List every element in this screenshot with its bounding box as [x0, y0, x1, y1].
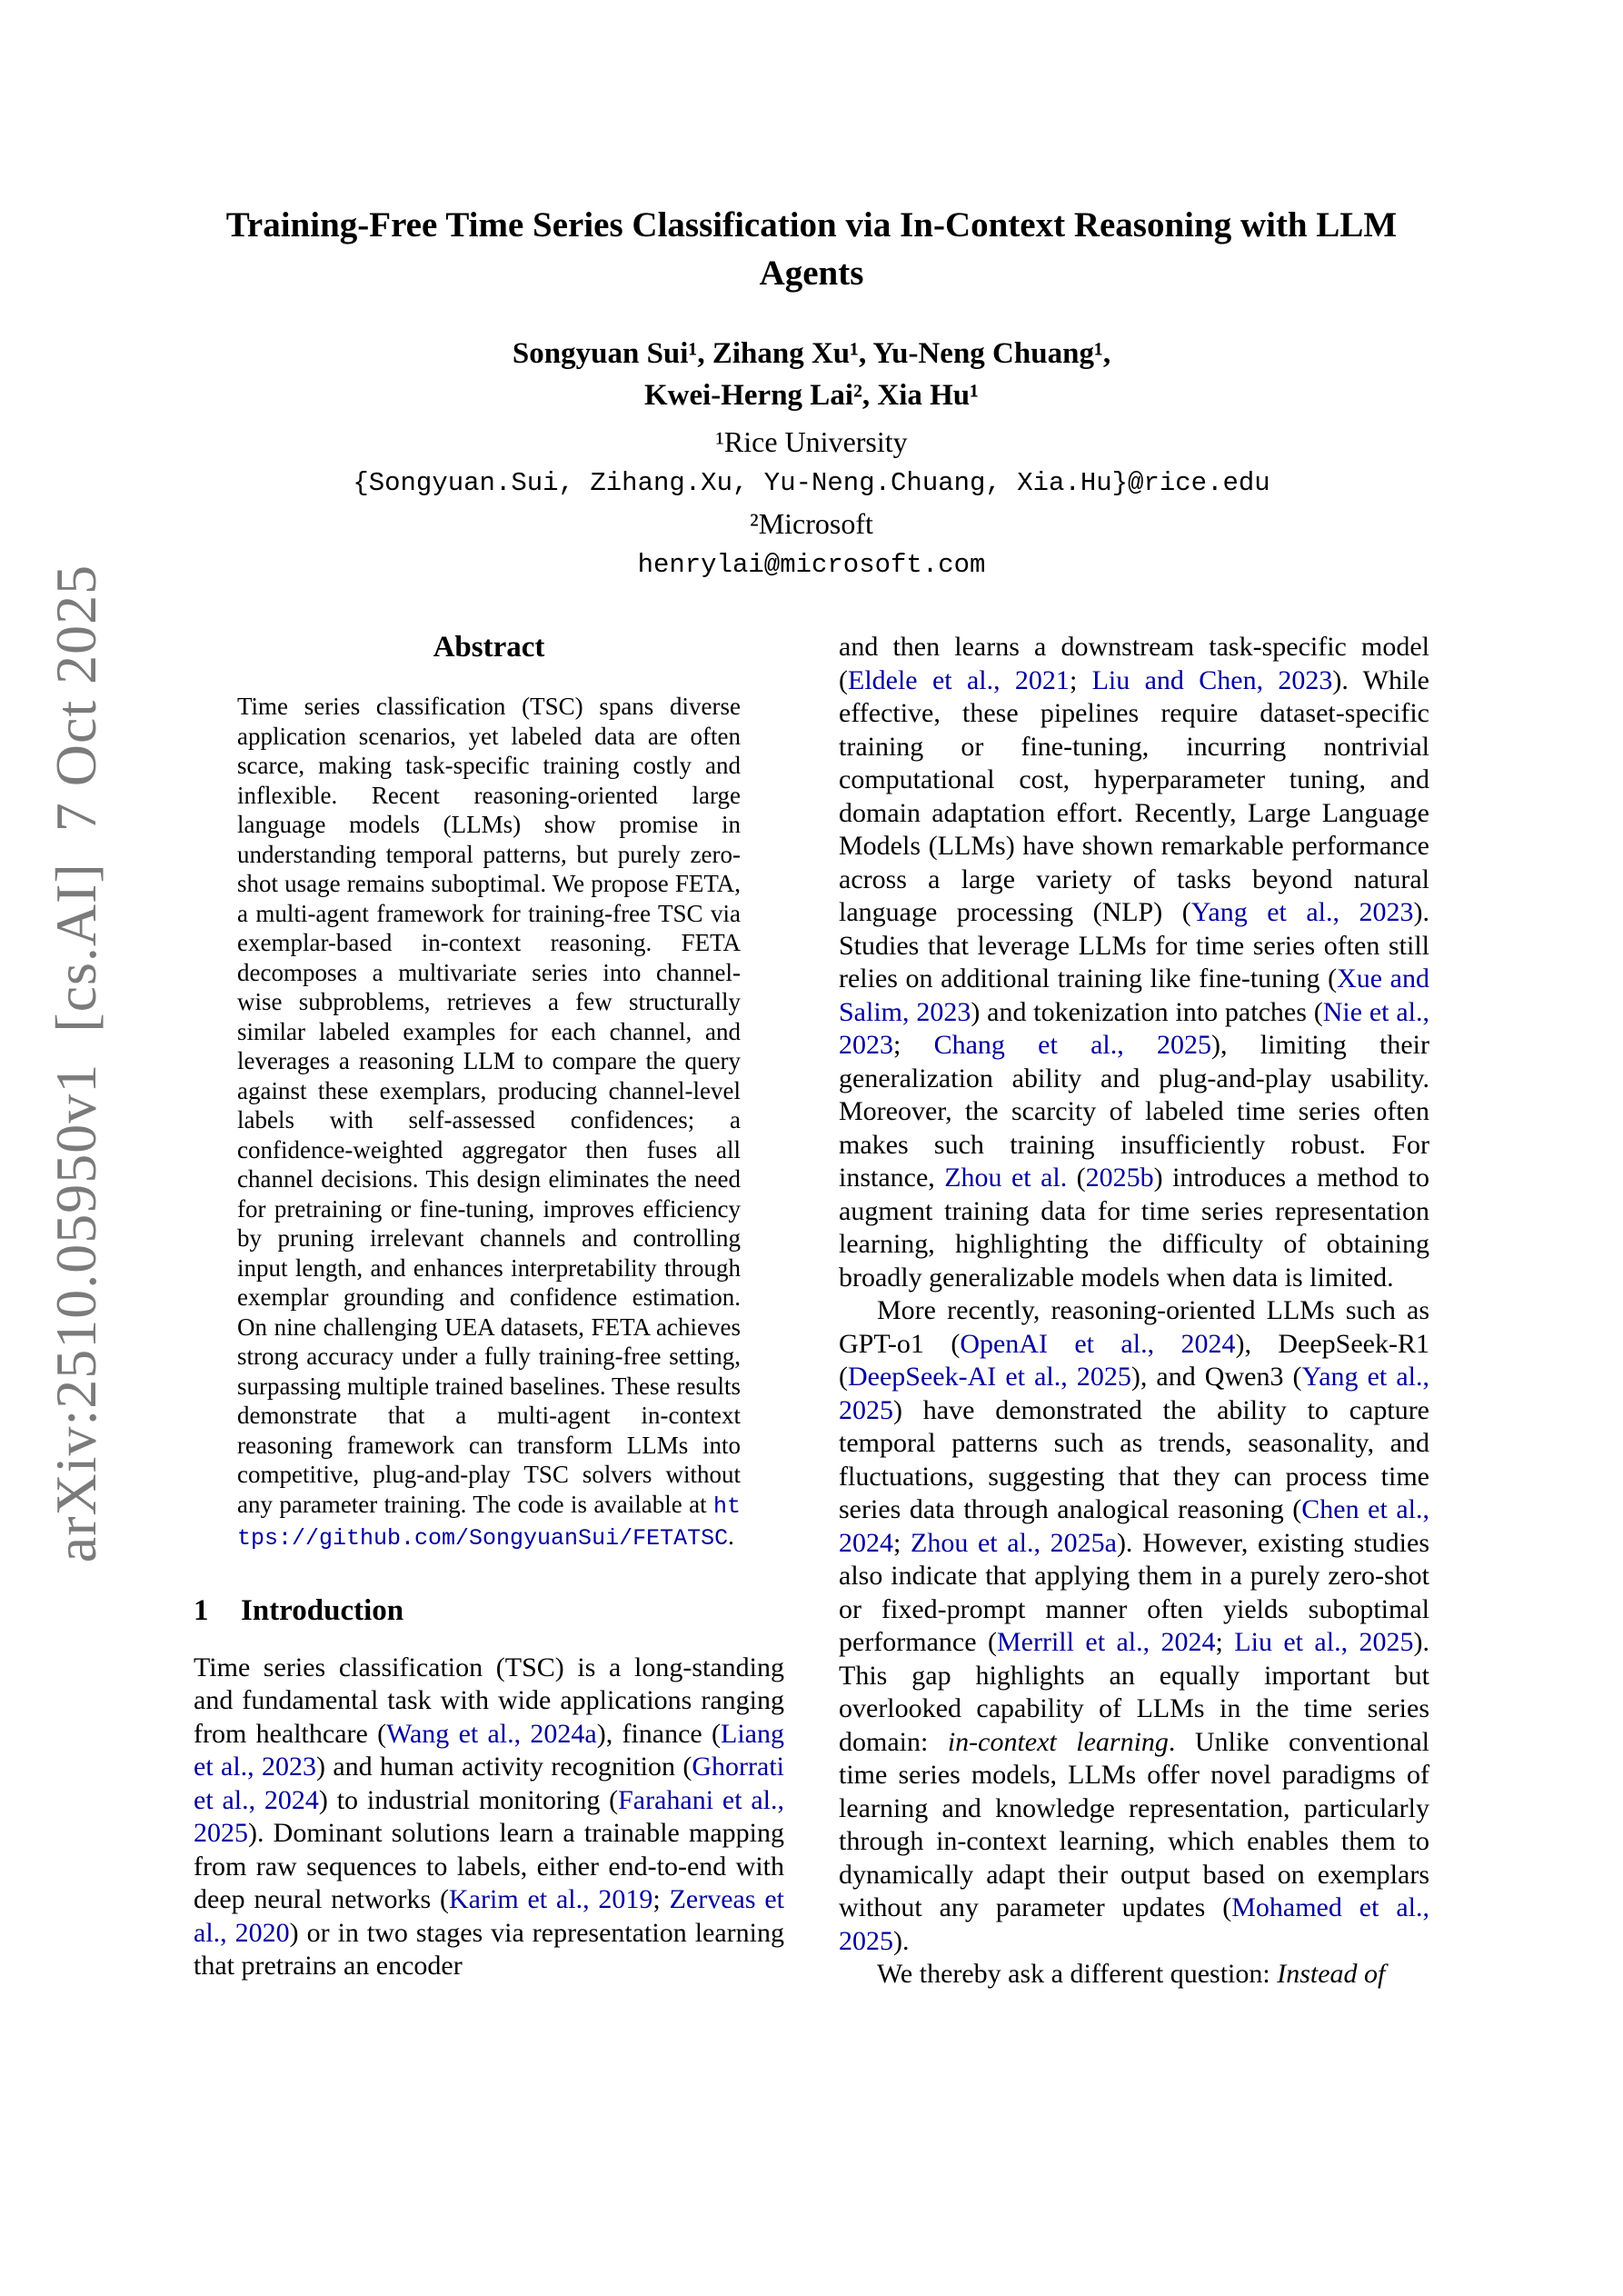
author-line-2: Kwei-Herng Lai², Xia Hu¹ — [643, 378, 980, 412]
right-column — [839, 631, 1429, 1992]
abstract-heading: Abstract — [433, 631, 545, 664]
citation-link[interactable]: Yang et al., 2025 — [839, 1362, 1430, 1425]
citation-link[interactable]: Ghorrati et al., 2024 — [194, 1752, 784, 1815]
emphasis-text: Instead of — [1277, 1959, 1386, 1990]
citation-link[interactable]: Zhou et al., 2025a — [911, 1527, 1117, 1558]
citation-link[interactable]: Chen et al., 2024 — [839, 1494, 1429, 1558]
microsoft-email-line: henrylai@microsoft.com — [637, 550, 986, 581]
arxiv-watermark: arXiv:2510.05950v1 [cs.AI] 7 Oct 2025 — [44, 564, 108, 1563]
left-column — [194, 631, 784, 1983]
citation-link[interactable]: Farahani et al., 2025 — [194, 1784, 784, 1849]
citation-link[interactable]: Xue and Salim, 2023 — [839, 963, 1430, 1027]
section-number: 1 — [194, 1593, 209, 1627]
intro-paragraph-1: Time series classification (TSC) is a long-standing and fundamental task with wide applications ranging from healthcare (Wang et al., 2024a), finance (Liang et al., 2023) and human activity recognition (Ghorrati et al., 2024) to industrial monitoring (Farahani et al., 2025). Dominant solutions learn a trainable mapping from raw sequences to labels, either end-to-end with deep neural networks (Karim et al., 2019; Zerveas et al., 2020) or in two stages via representation learning that pretrains an encoder — [194, 1652, 784, 1982]
citation-link[interactable]: Wang et al., 2024a — [386, 1718, 597, 1749]
citation-link[interactable]: DeepSeek-AI et al., 2025 — [848, 1362, 1131, 1393]
citation-link[interactable]: 2025b — [1085, 1163, 1154, 1193]
citation-link[interactable]: Chang et al., 2025 — [933, 1030, 1211, 1061]
two-column-body — [194, 631, 1429, 1992]
citation-link[interactable]: Liu and Chen, 2023 — [1091, 664, 1333, 695]
abstract-section — [194, 631, 784, 1554]
citation-link[interactable]: Mohamed et al., 2025 — [839, 1892, 1429, 1956]
col2-paragraph-2: More recently, reasoning-oriented LLMs such as GPT-o1 (OpenAI et al., 2024), DeepSeek-R1 (DeepSeek-AI et al., 2025), and Qwen3 (Yang et al., 2025) have demonstrated the ability to capture temporal patterns such as trends, seasonality, and fluctuations, suggesting that they can process time series data through analogical reasoning (Chen et al., 2024; Zhou et al., 2025a). However, existing studies also indicate that applying them in a purely zero-shot or fixed-prompt manner often yields suboptimal performance (Merrill et al., 2024; Liu et al., 2025). This gap highlights an equally important but overlooked capability of LLMs in the time series domain: in-context learning. Unlike conventional time series models, LLMs offer novel paradigms of learning and knowledge representation, particularly through in-context learning, which enables them to dynamically adapt their output based on exemplars without any parameter updates (Mohamed et al., 2025). — [839, 1295, 1430, 1956]
author-block — [194, 334, 1429, 416]
abstract-text: Time series classification (TSC) spans diverse application scenarios, yet labeled data are often scarce, making task-specific training costly and inflexible. Recent reasoning-oriented large language models (LLMs) show promise in understanding temporal patterns, but purely zero-shot usage remains suboptimal. We propose FETA, a multi-agent framework for training-free TSC via exemplar-based in-context reasoning. FETA decomposes a multivariate series into channel-wise subproblems, retrieves a few structurally similar labeled examples for each channel, and leverages a reasoning LLM to compare the query against these exemplars, producing channel-level labels with self-assessed confidences; a confidence-weighted aggregator then fuses all channel decisions. This design eliminates the need for pretraining or fine-tuning, improves efficiency by pruning irrelevant channels and controlling input length, and enhances interpretability through exemplar grounding and confidence estimation. On nine challenging UEA datasets, FETA achieves strong accuracy under a fully training-free setting, surpassing multiple trained baselines. These results demonstrate that a multi-agent in-context reasoning framework can transform LLMs into competitive, plug-and-play TSC solvers without any parameter training. The code is available at https://github.com/SongyuanSui/FETATSC. — [237, 693, 741, 1552]
citation-link[interactable]: Nie et al., 2023 — [839, 996, 1429, 1061]
citation-link[interactable]: Karim et al., 2019 — [449, 1884, 653, 1915]
affiliation-microsoft: ²Microsoft — [750, 507, 873, 541]
citation-link[interactable]: Eldele et al., 2021 — [848, 664, 1070, 695]
paper-title: Training-Free Time Series Classification via In-Context Reasoning with LLM Agents — [225, 205, 1398, 293]
section-1-heading — [194, 1594, 784, 1628]
rice-email-line: {Songyuan.Sui, Zihang.Xu, Yu-Neng.Chuang, Xia.Hu}@rice.edu — [353, 468, 1270, 499]
col2-paragraph-1: and then learns a downstream task-specific model (Eldele et al., 2021; Liu and Chen, 2023). While effective, these pipelines require dataset-specific training or fine-tuning, incurring nontrivial computational cost, hyperparameter tuning, and domain adaptation effort. Recently, Large Language Models (LLMs) have shown remarkable performance across a large variety of tasks beyond natural language processing (NLP) (Yang et al., 2023). Studies that leverage LLMs for time series often still relies on additional training like fine-tuning (Xue and Salim, 2023) and tokenization into patches (Nie et al., 2023; Chang et al., 2025), limiting their generalization ability and plug-and-play usability. Moreover, the scarcity of labeled time series often makes such training insufficiently robust. For instance, Zhou et al. (2025b) introduces a method to augment training data for time series representation learning, highlighting the difficulty of obtaining broadly generalizable models when data is limited. — [839, 632, 1430, 1293]
author-line-1: Songyuan Sui¹, Zihang Xu¹, Yu-Neng Chuang¹, — [512, 337, 1111, 371]
affiliation-rice: ¹Rice University — [715, 425, 908, 459]
citation-link[interactable]: Liang et al., 2023 — [194, 1718, 784, 1782]
citation-link[interactable]: Zhou et al. — [944, 1163, 1068, 1193]
citation-link[interactable]: Liu et al., 2025 — [1234, 1627, 1414, 1658]
emphasis-text: in-context learning — [947, 1726, 1169, 1757]
citation-link[interactable]: Yang et al., 2023 — [1190, 897, 1414, 928]
citation-link[interactable]: OpenAI et al., 2024 — [960, 1328, 1236, 1359]
citation-link[interactable]: Zerveas et al., 2020 — [194, 1884, 784, 1948]
section-title: Introduction — [241, 1593, 404, 1627]
citation-link[interactable]: Merrill et al., 2024 — [996, 1627, 1216, 1658]
col2-paragraph-3: We thereby ask a different question: Instead of — [877, 1959, 1386, 1990]
code-repo-link[interactable]: https://github.com/SongyuanSui/FETATSC — [237, 1492, 741, 1552]
paper-content — [194, 0, 1429, 1992]
